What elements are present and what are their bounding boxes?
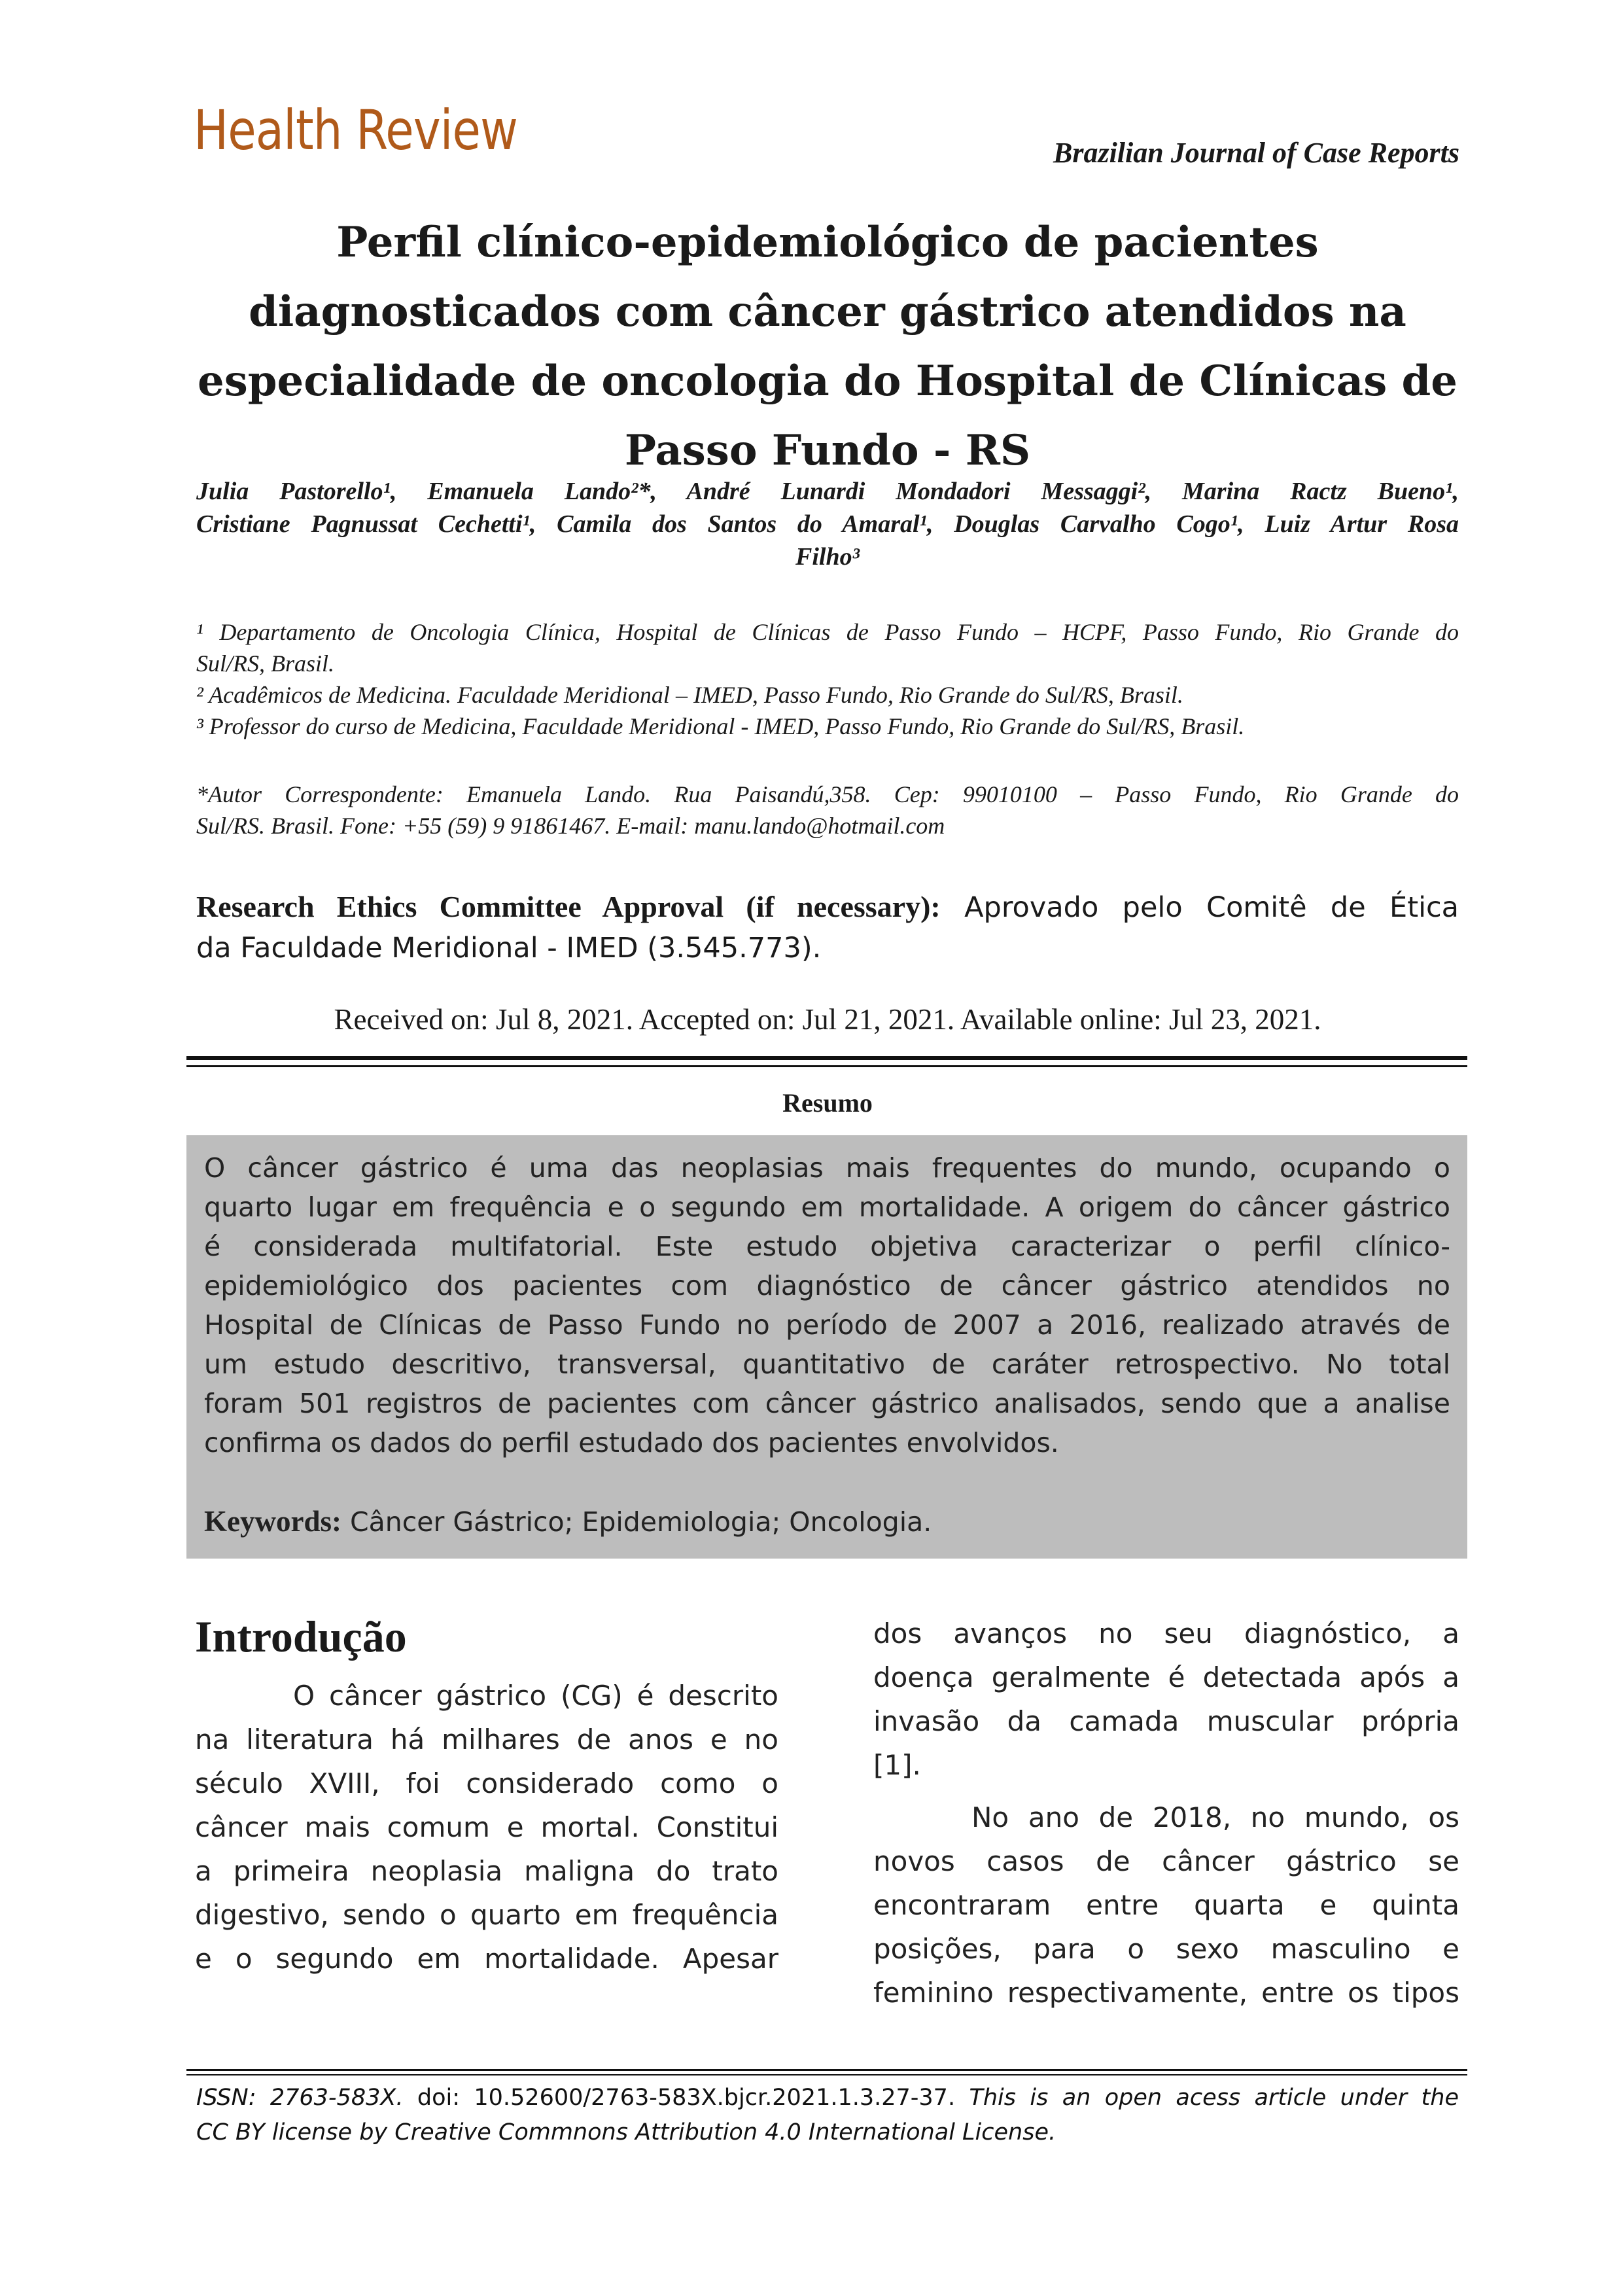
- issn: ISSN: 2763-583X.: [196, 2085, 404, 2111]
- footer-line: CC BY license by Creative Commnons Attribution 4.0 International License.: [196, 2119, 1056, 2146]
- section-heading-introduction: Introdução: [195, 1612, 407, 1661]
- abstract-line: epidemiológico dos pacientes com diagnóstico de câncer gástrico atendidos no: [204, 1270, 1450, 1301]
- keywords: [204, 1502, 1450, 1542]
- journal-name: Brazilian Journal of Case Reports: [1053, 137, 1459, 169]
- abstract-line: confirma os dados do perfil estudado dos pacientes envolvidos.: [204, 1427, 1059, 1458]
- ethics-line: da Faculdade Meridional - IMED (3.545.773).: [196, 932, 822, 964]
- body-line: No ano de 2018, no mundo, os: [971, 1801, 1459, 1833]
- body-line: [1].: [873, 1749, 921, 1781]
- author-line: Julia Pastorello¹, Emanuela Lando²*, André Lunardi Mondadori Messaggi², Marina Ractz Bueno¹,: [196, 478, 1459, 505]
- ethics-label: Research Ethics Committee Approval (if necessary):: [196, 890, 941, 923]
- ethics-line: [196, 887, 1459, 928]
- affiliation-line: ³ Professor do curso de Medicina, Faculdade Meridional - IMED, Passo Fundo, Rio Grande do Sul/RS, Brasil.: [196, 713, 1245, 739]
- body-line: invasão da camada muscular própria: [873, 1705, 1459, 1737]
- keywords-text: Câncer Gástrico; Epidemiologia; Oncologia.: [341, 1506, 932, 1538]
- abstract-box: [186, 1135, 1467, 1559]
- footer-license: [196, 2081, 1459, 2150]
- body-line: câncer mais comum e mortal. Constitui: [195, 1811, 778, 1843]
- abstract-line: O câncer gástrico é uma das neoplasias mais frequentes do mundo, ocupando o: [204, 1152, 1450, 1184]
- footer-rule: [186, 2074, 1467, 2075]
- abstract-line: um estudo descritivo, transversal, quantitativo de caráter retrospectivo. No total: [204, 1349, 1450, 1380]
- body-line: O câncer gástrico (CG) é descrito: [293, 1680, 778, 1712]
- publication-dates: Received on: Jul 8, 2021. Accepted on: Jul 21, 2021. Available online: Jul 23, 2021.: [334, 1003, 1321, 1036]
- affiliation-line: ¹ Departamento de Oncologia Clínica, Hospital de Clínicas de Passo Fundo – HCPF, Passo Fundo, Rio Grande do: [196, 619, 1459, 645]
- body-line: posições, para o sexo masculino e: [873, 1933, 1459, 1965]
- doi: doi: 10.52600/2763-583X.bjcr.2021.1.3.27-37.: [403, 2085, 956, 2111]
- abstract-line: quarto lugar em frequência e o segundo em mortalidade. A origem do câncer gástrico: [204, 1192, 1450, 1223]
- title-line: especialidade de oncologia do Hospital de Clínicas de: [198, 357, 1457, 406]
- body-line: e o segundo em mortalidade. Apesar: [195, 1943, 778, 1975]
- paragraph-gap: [873, 1787, 1459, 1795]
- corresponding-author: [196, 779, 1459, 841]
- right-column: [873, 1612, 1459, 2015]
- article-title: [196, 208, 1459, 486]
- body-line: na literatura há milhares de anos e no: [195, 1723, 778, 1756]
- author-line: Cristiane Pagnussat Cechetti¹, Camila dos Santos do Amaral¹, Douglas Carvalho Cogo¹, Luiz Artur Rosa: [196, 510, 1459, 538]
- correspondence-line: *Autor Correspondente: Emanuela Lando. Rua Paisandú,358. Cep: 99010100 – Passo Fundo, Rio Grande do: [196, 781, 1459, 807]
- body-line: século XVIII, foi considerado como o: [195, 1767, 778, 1799]
- license-text: This is an open acess article under the: [955, 2085, 1459, 2111]
- ethics-text: Aprovado pelo Comitê de Ética: [940, 891, 1459, 924]
- body-line: novos casos de câncer gástrico se: [873, 1845, 1459, 1877]
- body-line: digestivo, sendo o quarto em frequência: [195, 1899, 778, 1931]
- abstract-line: é considerada multifatorial. Este estudo objetiva caracterizar o perfil clínico-: [204, 1231, 1450, 1262]
- correspondence-line: Sul/RS. Brasil. Fone: +55 (59) 9 91861467. E-mail: manu.lando@hotmail.com: [196, 813, 945, 839]
- abstract-heading: Resumo: [782, 1088, 873, 1118]
- divider-rule: [186, 1065, 1467, 1067]
- body-line: encontraram entre quarta e quinta: [873, 1889, 1459, 1921]
- body-line: doença geralmente é detectada após a: [873, 1661, 1459, 1693]
- footer-line: [196, 2081, 1459, 2115]
- affiliation-line: Sul/RS, Brasil.: [196, 650, 335, 677]
- title-line: diagnosticados com câncer gástrico atendidos na: [249, 287, 1406, 336]
- author-list: [196, 475, 1459, 573]
- title-line: Perfil clínico-epidemiológico de pacientes: [336, 218, 1319, 267]
- journal-brand-logo: Health Review: [194, 98, 517, 162]
- affiliation-line: ² Acadêmicos de Medicina. Faculdade Meridional – IMED, Passo Fundo, Rio Grande do Sul/RS, Brasil.: [196, 682, 1183, 708]
- title-line: Passo Fundo - RS: [624, 426, 1031, 475]
- divider-rule: [186, 1056, 1467, 1060]
- abstract-line: foram 501 registros de pacientes com câncer gástrico analisados, sendo que a analise: [204, 1388, 1450, 1419]
- body-line: feminino respectivamente, entre os tipos: [873, 1977, 1459, 2009]
- keywords-label: Keywords:: [204, 1505, 341, 1538]
- ethics-approval: [196, 887, 1459, 968]
- author-line: Filho³: [795, 543, 860, 571]
- footer-rule: [186, 2069, 1467, 2071]
- left-column: [195, 1674, 778, 1981]
- body-line: a primeira neoplasia maligna do trato: [195, 1855, 778, 1887]
- body-line: dos avanços no seu diagnóstico, a: [873, 1617, 1459, 1650]
- affiliations: [196, 616, 1459, 742]
- abstract-line: Hospital de Clínicas de Passo Fundo no período de 2007 a 2016, realizado através de: [204, 1309, 1450, 1341]
